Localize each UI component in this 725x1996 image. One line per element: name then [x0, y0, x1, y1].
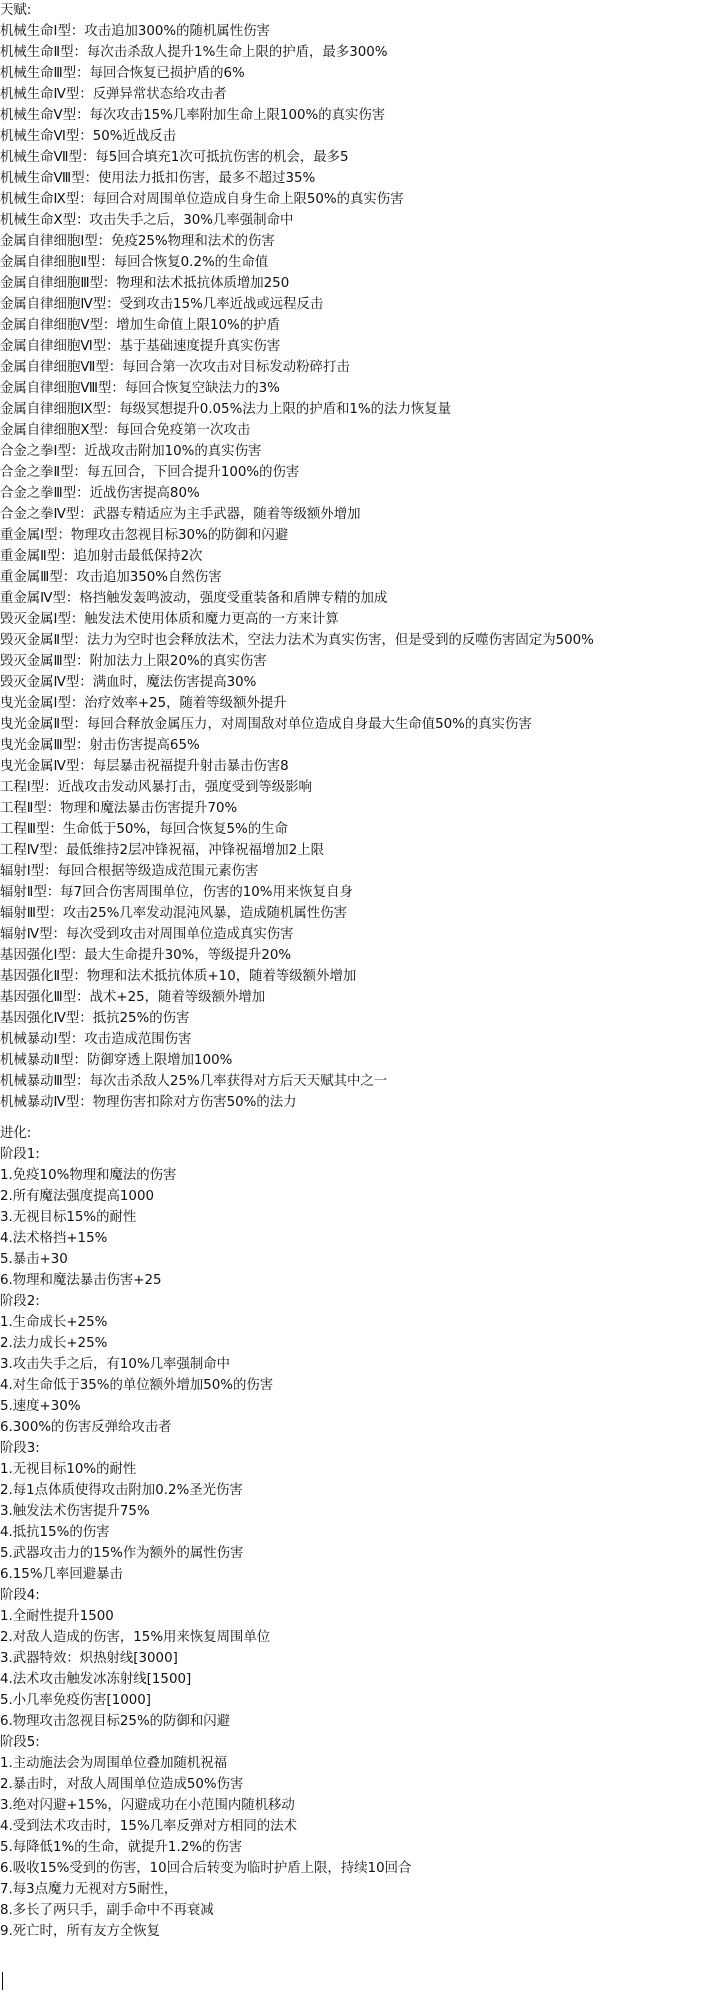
talent-line: 曳光金属Ⅲ型：射击伤害提高65%: [0, 738, 200, 753]
section-spacer: [0, 1113, 725, 1123]
evolution-stage: [0, 1732, 725, 1942]
stage-item: 5.每降低1%的生命，就提升1.2%的伤害: [0, 1840, 243, 1855]
talent-line: 金属自律细胞Ⅶ型：每回合第一次攻击对目标发动粉碎打击: [0, 360, 350, 375]
evolution-stage: [0, 1144, 725, 1291]
talent-line: 机械生命Ⅰ型：攻击追加300%的随机属性伤害: [0, 24, 270, 39]
stage-item: 4.法术攻击触发冰冻射线[1500]: [0, 1672, 192, 1687]
talent-line: 毁灭金属Ⅱ型：法力为空时也会释放法术，空法力法术为真实伤害，但是受到的反噬伤害固定为500%: [0, 633, 594, 648]
talent-line: 合金之拳Ⅰ型：近战攻击附加10%的真实伤害: [0, 444, 262, 459]
stage-title: 阶段4:: [0, 1588, 40, 1603]
stage-item: 9.死亡时，所有友方全恢复: [0, 1924, 161, 1939]
stage-title: 阶段5:: [0, 1735, 40, 1750]
talent-line: 合金之拳Ⅳ型：武器专精适应为主手武器，随着等级额外增加: [0, 507, 361, 522]
stage-item: 6.物理和魔法暴击伤害+25: [0, 1273, 162, 1288]
talent-line: 辐射Ⅳ型：每次受到攻击对周围单位造成真实伤害: [0, 927, 294, 942]
stage-item: 1.主动施法会为周围单位叠加随机祝福: [0, 1756, 228, 1771]
stage-item: 6.物理攻击忽视目标25%的防御和闪避: [0, 1714, 231, 1729]
talent-line: 机械生命Ⅹ型：攻击失手之后，30%几率强制命中: [0, 213, 294, 228]
talent-line: 金属自律细胞Ⅹ型：每回合免疫第一次攻击: [0, 423, 251, 438]
stage-item: 1.生命成长+25%: [0, 1315, 108, 1330]
talent-line: 金属自律细胞Ⅴ型：增加生命值上限10%的护盾: [0, 318, 280, 333]
evolution-stage: [0, 1585, 725, 1732]
talent-line: 曳光金属Ⅱ型：每回合释放金属压力，对周围敌对单位造成自身最大生命值50%的真实伤害: [0, 717, 532, 732]
stage-item: 8.多长了两只手，副手命中不再衰减: [0, 1903, 214, 1918]
talent-line: 基因强化Ⅰ型：最大生命提升30%，等级提升20%: [0, 948, 292, 963]
talent-line: 基因强化Ⅳ型：抵抗25%的伤害: [0, 1011, 190, 1026]
stage-item: 7.每3点魔力无视对方5耐性，: [0, 1882, 178, 1897]
stage-item: 3.武器特效：炽热射线[3000]: [0, 1651, 178, 1666]
talent-line: 重金属Ⅳ型：格挡触发轰鸣波动，强度受重装备和盾牌专精的加成: [0, 591, 388, 606]
stage-item: 6.吸收15%受到的伤害，10回合后转变为临时护盾上限，持续10回合: [0, 1861, 412, 1876]
stage-item: 4.抵抗15%的伤害: [0, 1525, 110, 1540]
talent-line: 机械生命Ⅱ型：每次击杀敌人提升1%生命上限的护盾，最多300%: [0, 45, 388, 60]
stage-item: 3.绝对闪避+15%，闪避成功在小范围内随机移动: [0, 1798, 295, 1813]
talent-line: 工程Ⅲ型：生命低于50%，每回合恢复5%的生命: [0, 822, 288, 837]
talent-line: 机械生命Ⅸ型：每回合对周围单位造成自身生命上限50%的真实伤害: [0, 192, 404, 207]
stage-item: 2.所有魔法强度提高1000: [0, 1189, 154, 1204]
talent-line: 工程Ⅰ型：近战攻击发动风暴打击，强度受到等级影响: [0, 780, 312, 795]
talent-line: 工程Ⅳ型：最低维持2层冲锋祝福，冲锋祝福增加2上限: [0, 843, 324, 858]
talent-line: 机械生命Ⅵ型：50%近战反击: [0, 129, 177, 144]
talent-line: 重金属Ⅰ型：物理攻击忽视目标30%的防御和闪避: [0, 528, 289, 543]
talent-line: 金属自律细胞Ⅳ型：受到攻击15%几率近战或远程反击: [0, 297, 324, 312]
stage-item: 6.300%的伤害反弹给攻击者: [0, 1420, 172, 1435]
stage-item: 4.受到法术攻击时，15%几率反弹对方相同的法术: [0, 1819, 297, 1834]
stage-item: 3.触发法术伤害提升75%: [0, 1504, 150, 1519]
talent-line: 曳光金属Ⅰ型：治疗效率+25，随着等级额外提升: [0, 696, 287, 711]
evolution-section: [0, 1123, 725, 1942]
stage-item: 2.对敌人造成的伤害，15%用来恢复周围单位: [0, 1630, 271, 1645]
talent-line: 合金之拳Ⅱ型：每五回合，下回合提升100%的伤害: [0, 465, 300, 480]
stage-item: 6.15%几率回避暴击: [0, 1567, 123, 1582]
stage-item: 2.每1点体质使得攻击附加0.2%圣光伤害: [0, 1483, 243, 1498]
talent-line: 重金属Ⅱ型：追加射击最低保持2次: [0, 549, 203, 564]
stage-title: 阶段1:: [0, 1147, 40, 1162]
talent-line: 金属自律细胞Ⅷ型：每回合恢复空缺法力的3%: [0, 381, 280, 396]
talent-line: 金属自律细胞Ⅰ型：免疫25%物理和法术的伤害: [0, 234, 275, 249]
stage-item: 2.法力成长+25%: [0, 1336, 108, 1351]
talent-line: 机械生命Ⅲ型：每回合恢复已损护盾的6%: [0, 66, 245, 81]
talent-line: 金属自律细胞Ⅲ型：物理和法术抵抗体质增加250: [0, 276, 290, 291]
talent-line: 机械生命Ⅶ型：每5回合填充1次可抵抗伤害的机会，最多5: [0, 150, 349, 165]
talent-line: 机械暴动Ⅲ型：每次击杀敌人25%几率获得对方后天天赋其中之一: [0, 1074, 388, 1089]
stage-item: 4.法术格挡+15%: [0, 1231, 108, 1246]
talent-line: 重金属Ⅲ型：攻击追加350%自然伤害: [0, 570, 222, 585]
talent-line: 机械暴动Ⅰ型：攻击造成范围伤害: [0, 1032, 192, 1047]
talent-line: 机械生命Ⅳ型：反弹异常状态给攻击者: [0, 87, 227, 102]
talent-line: 机械生命Ⅴ型：每次攻击15%几率附加生命上限100%的真实伤害: [0, 108, 386, 123]
stage-title: 阶段3:: [0, 1441, 40, 1456]
evolution-stage: [0, 1291, 725, 1438]
talent-line: 辐射Ⅲ型：攻击25%几率发动混沌风暴，造成随机属性伤害: [0, 906, 347, 921]
talent-line: 合金之拳Ⅲ型：近战伤害提高80%: [0, 486, 200, 501]
stage-item: 5.暴击+30: [0, 1252, 68, 1267]
stage-item: 5.小几率免疫伤害[1000]: [0, 1693, 152, 1708]
stage-item: 1.全耐性提升1500: [0, 1609, 114, 1624]
talent-line: 基因强化Ⅲ型：战术+25，随着等级额外增加: [0, 990, 266, 1005]
talent-line: 辐射Ⅱ型：每7回合伤害周围单位，伤害的10%用来恢复自身: [0, 885, 353, 900]
talent-line: 工程Ⅱ型：物理和魔法暴击伤害提升70%: [0, 801, 238, 816]
talent-line: 金属自律细胞Ⅵ型：基于基础速度提升真实伤害: [0, 339, 281, 354]
stage-item: 3.攻击失手之后，有10%几率强制命中: [0, 1357, 231, 1372]
talent-line: 金属自律细胞Ⅸ型：每级冥想提升0.05%法力上限的护盾和1%的法力恢复量: [0, 402, 452, 417]
talent-line: 机械暴动Ⅱ型：防御穿透上限增加100%: [0, 1053, 233, 1068]
talent-line: 曳光金属Ⅳ型：每层暴击祝福提升射击暴击伤害8: [0, 759, 289, 774]
talent-line: 毁灭金属Ⅲ型：附加法力上限20%的真实伤害: [0, 654, 267, 669]
talent-line: 辐射Ⅰ型：每回合根据等级造成范围元素伤害: [0, 864, 259, 879]
stage-item: 3.无视目标15%的耐性: [0, 1210, 137, 1225]
stage-item: 1.免疫10%物理和魔法的伤害: [0, 1168, 177, 1183]
talent-line: 毁灭金属Ⅰ型：触发法术使用体质和魔力更高的一方来计算: [0, 612, 339, 627]
stage-item: 1.无视目标10%的耐性: [0, 1462, 137, 1477]
stage-list: [0, 1144, 725, 1942]
stage-item: 2.暴击时，对敌人周围单位造成50%伤害: [0, 1777, 244, 1792]
stage-item: 4.对生命低于35%的单位额外增加50%的伤害: [0, 1378, 274, 1393]
evolution-heading: 进化:: [0, 1126, 32, 1141]
evolution-stage: [0, 1438, 725, 1585]
talent-line: 金属自律细胞Ⅱ型：每回合恢复0.2%的生命值: [0, 255, 269, 270]
talent-line: 机械暴动Ⅳ型：物理伤害扣除对方伤害50%的法力: [0, 1095, 297, 1110]
talent-line: 基因强化Ⅱ型：物理和法术抵抗体质+10，随着等级额外增加: [0, 969, 357, 984]
talent-list: [0, 21, 725, 1113]
talent-line: 毁灭金属Ⅳ型：满血时，魔法伤害提高30%: [0, 675, 257, 690]
stage-title: 阶段2:: [0, 1294, 40, 1309]
text-cursor[interactable]: [2, 1972, 3, 1990]
talents-heading: 天赋:: [0, 3, 32, 18]
talent-line: 机械生命Ⅷ型：使用法力抵扣伤害，最多不超过35%: [0, 171, 316, 186]
stage-item: 5.武器攻击力的15%作为额外的属性伤害: [0, 1546, 244, 1561]
stage-item: 5.速度+30%: [0, 1399, 81, 1414]
